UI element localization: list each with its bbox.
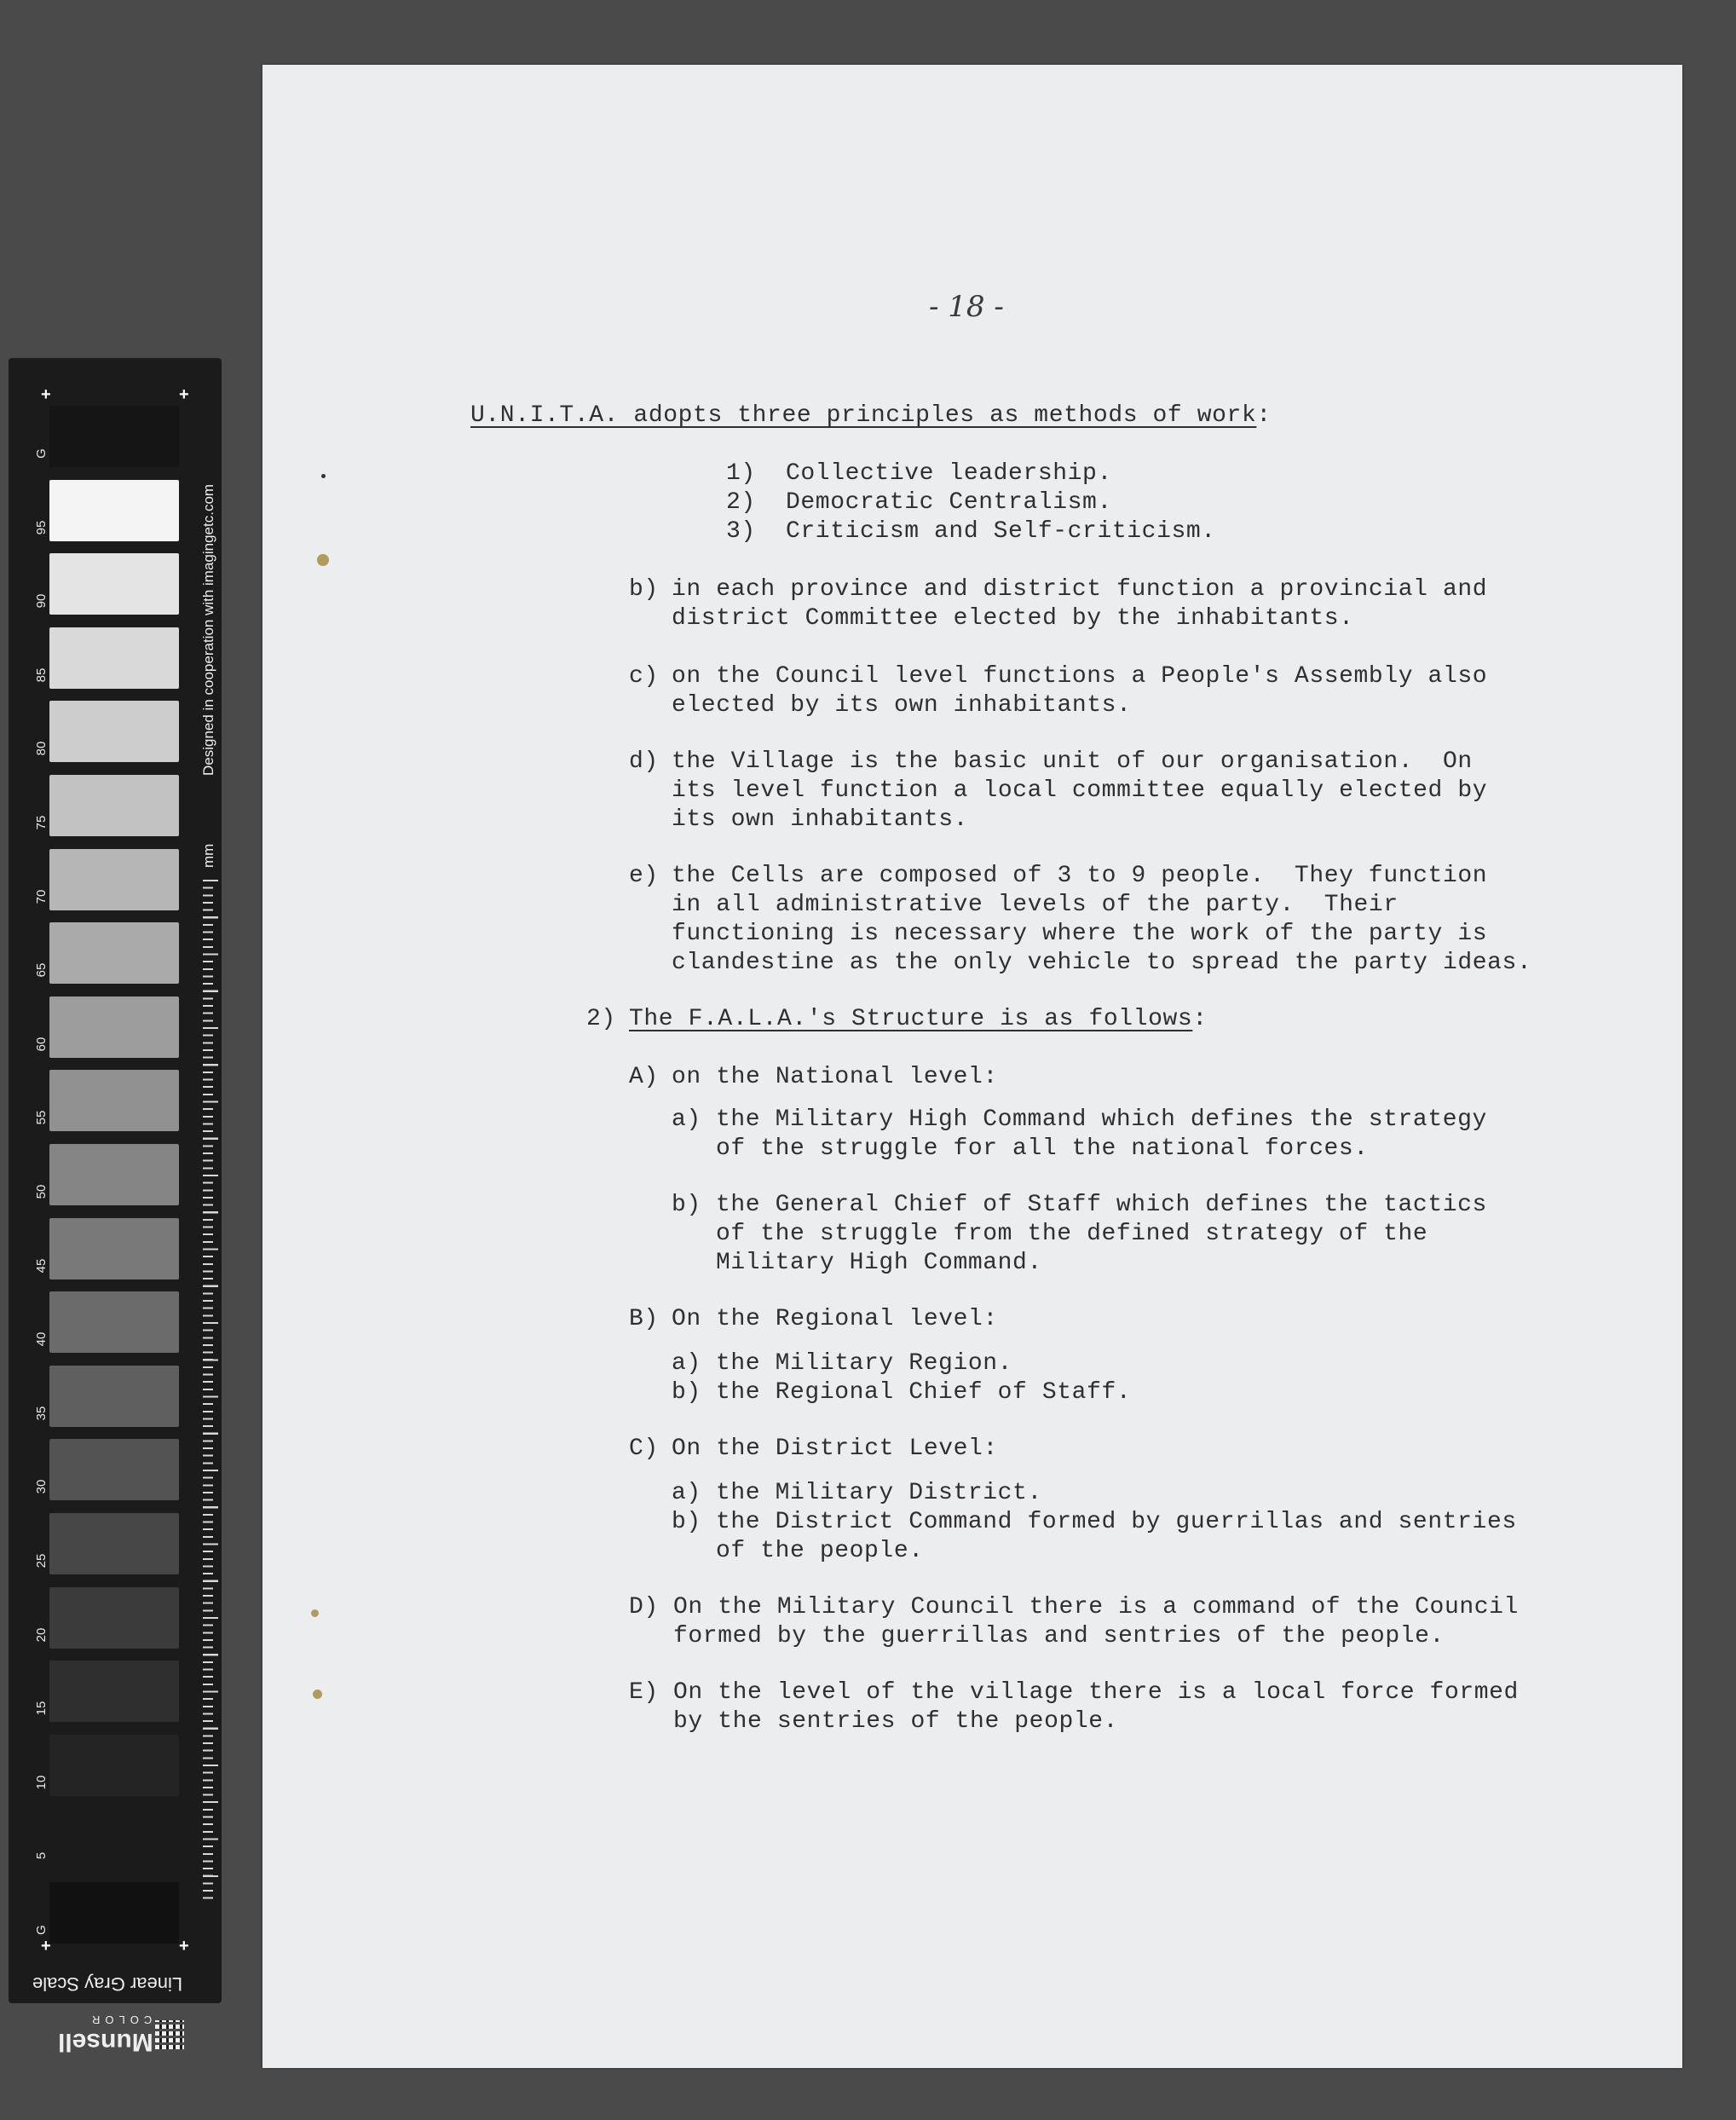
level-marker: D) — [629, 1594, 659, 1620]
item-line: its level function a local committee equally elected by — [672, 777, 1488, 804]
gray-patch — [49, 1070, 179, 1131]
patch-label: 10 — [34, 1775, 49, 1790]
credit-text: Designed in cooperation with imagingetc.com — [200, 483, 216, 776]
gray-patch — [49, 849, 179, 910]
sub-line: the Military High Command which defines the strategy — [716, 1106, 1487, 1133]
sub-line: the General Chief of Staff which defines the tactics — [716, 1192, 1487, 1218]
munsell-logo-icon — [155, 2020, 184, 2049]
gray-patch — [49, 1439, 179, 1500]
patch-label: 70 — [34, 889, 49, 904]
sub-line: Military High Command. — [716, 1250, 1042, 1276]
patch-label: 35 — [34, 1406, 49, 1421]
patch-label: G — [34, 448, 49, 459]
gray-patch — [49, 406, 179, 467]
level-line: formed by the guerrillas and sentries of the people. — [673, 1623, 1445, 1649]
ruler-unit: mm — [200, 843, 216, 868]
gray-patch — [49, 1808, 179, 1869]
sub-line: the Military District. — [716, 1480, 1042, 1506]
paper-stain — [317, 554, 329, 566]
gray-patch — [49, 922, 179, 984]
gray-patch — [49, 1735, 179, 1796]
patch-label: 55 — [34, 1111, 49, 1125]
item-line: the Village is the basic unit of our organisation. On — [672, 748, 1473, 775]
patch-label: 75 — [34, 815, 49, 830]
registration-mark: + — [179, 385, 189, 404]
registration-mark: + — [41, 1937, 51, 1955]
paper-stain — [311, 1609, 319, 1617]
gray-patch — [49, 1291, 179, 1353]
brand-name: Munsell — [58, 2028, 153, 2056]
patch-label: 80 — [34, 742, 49, 756]
patch-label: 85 — [34, 667, 49, 683]
page-number: - 18 - — [929, 290, 1004, 324]
paper-stain — [313, 1690, 322, 1699]
item-line: the Cells are composed of 3 to 9 people. They function — [672, 863, 1488, 889]
gray-patch — [49, 627, 179, 689]
scale-title: Linear Gray Scale — [32, 1973, 183, 1995]
brand-sub: COLOR — [87, 2013, 153, 2026]
patch-label: 60 — [34, 1037, 49, 1052]
level-marker: A) — [629, 1064, 659, 1090]
item-line: functioning is necessary where the work of the party is — [672, 921, 1488, 947]
patch-label: 25 — [34, 1553, 49, 1568]
patch-label: 65 — [34, 962, 49, 978]
level-line: On the level of the village there is a local force formed — [673, 1679, 1519, 1706]
principle-text: Democratic Centralism. — [786, 489, 1112, 516]
gray-patch — [49, 996, 179, 1058]
level-marker: E) — [629, 1679, 659, 1706]
sub-marker: b) — [672, 1379, 701, 1406]
gray-patch — [49, 553, 179, 615]
sub-line: the District Command formed by guerrillas and sentries — [716, 1509, 1517, 1535]
level-line: by the sentries of the people. — [673, 1708, 1119, 1735]
gray-scale-card — [9, 358, 222, 2056]
principle-text: Collective leadership. — [786, 460, 1112, 487]
item-line: on the Council level functions a People's Assembly also — [672, 663, 1488, 690]
item-marker: e) — [629, 863, 659, 889]
registration-mark: + — [179, 1937, 189, 1955]
patch-label: 95 — [34, 520, 49, 534]
item-line: in all administrative levels of the party. Their — [672, 892, 1399, 918]
gray-patch — [49, 1587, 179, 1649]
patch-label: G — [34, 1925, 49, 1935]
gray-patch — [49, 480, 179, 541]
sub-line: the Regional Chief of Staff. — [716, 1379, 1132, 1406]
gray-patch — [49, 1144, 179, 1205]
sub-line: of the people. — [716, 1538, 924, 1564]
principle-marker: 3) — [726, 518, 756, 545]
sub-marker: a) — [672, 1480, 701, 1506]
sub-marker: a) — [672, 1350, 701, 1377]
gray-patch — [49, 1366, 179, 1427]
mm-ruler-major — [203, 880, 222, 1903]
gray-patch — [49, 775, 179, 836]
level-heading: On the District Level: — [672, 1435, 998, 1462]
sub-marker: b) — [672, 1192, 701, 1218]
patch-label: 40 — [34, 1331, 49, 1347]
gray-patch — [49, 1513, 179, 1574]
patch-label: 30 — [34, 1480, 49, 1494]
item-line: in each province and district function a provincial and — [672, 576, 1488, 603]
item-marker: c) — [629, 663, 659, 690]
gray-patch — [49, 701, 179, 762]
gray-patch — [49, 1218, 179, 1280]
intro-heading: U.N.I.T.A. adopts three principles as methods of work: — [470, 402, 1272, 429]
sub-line: of the struggle from the defined strategy of the — [716, 1221, 1428, 1247]
section-2-heading: The F.A.L.A.'s Structure is as follows: — [629, 1006, 1208, 1032]
level-marker: C) — [629, 1435, 659, 1462]
sub-line: the Military Region. — [716, 1350, 1013, 1377]
item-line: elected by its own inhabitants. — [672, 692, 1132, 719]
sub-marker: b) — [672, 1509, 701, 1535]
patch-label: 45 — [34, 1258, 49, 1273]
item-line: its own inhabitants. — [672, 806, 969, 833]
sub-marker: a) — [672, 1106, 701, 1133]
paper-dot — [321, 474, 326, 478]
registration-mark: + — [41, 385, 51, 404]
item-marker: b) — [629, 576, 659, 603]
item-line: district Committee elected by the inhabitants. — [672, 605, 1354, 632]
level-marker: B) — [629, 1306, 659, 1332]
gray-patch — [49, 1882, 179, 1944]
section-2-marker: 2) — [586, 1006, 616, 1032]
principle-marker: 2) — [726, 489, 756, 516]
principle-marker: 1) — [726, 460, 756, 487]
patch-label: 90 — [34, 593, 49, 609]
patch-label: 5 — [34, 1852, 49, 1860]
principle-text: Criticism and Self-criticism. — [786, 518, 1216, 545]
sub-line: of the struggle for all the national forces. — [716, 1135, 1369, 1162]
level-line: On the Military Council there is a command of the Council — [673, 1594, 1519, 1620]
patch-label: 20 — [34, 1627, 49, 1642]
level-heading: On the Regional level: — [672, 1306, 998, 1332]
item-line: clandestine as the only vehicle to spread the party ideas. — [672, 950, 1532, 976]
item-marker: d) — [629, 748, 659, 775]
level-heading: on the National level: — [672, 1064, 998, 1090]
patch-label: 15 — [34, 1701, 49, 1716]
patch-label: 50 — [34, 1184, 49, 1199]
gray-patch — [49, 1661, 179, 1722]
